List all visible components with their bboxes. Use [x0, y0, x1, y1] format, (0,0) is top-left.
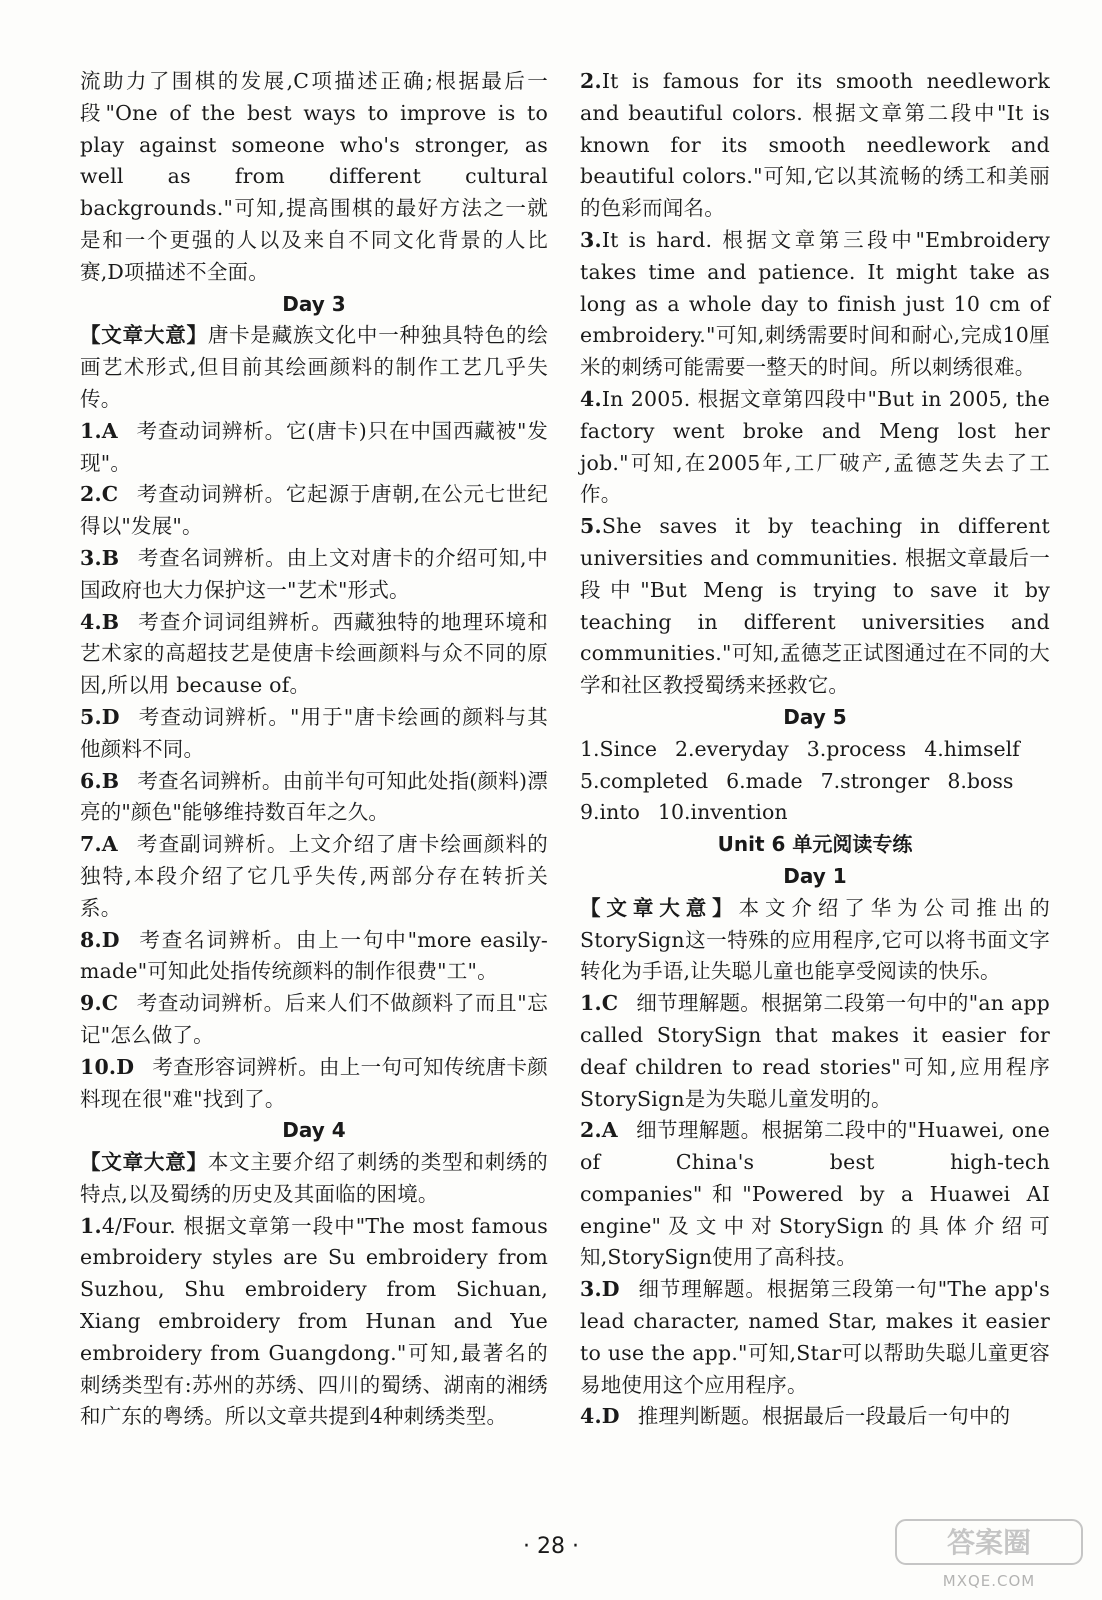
answer-explanation: 考查动词辨析。后来人们不做颜料了而且"忘记"怎么做了。: [80, 991, 548, 1047]
left-column: [80, 66, 548, 1433]
answer-explanation: 考查动词辨析。它(唐卡)只在中国西藏被"发现"。: [80, 418, 548, 475]
answer-explanation: 考查动词辨析。"用于"唐卡绘画的颜料与其他颜料不同。: [80, 704, 548, 761]
watermark-logo: [894, 1516, 1084, 1590]
answer-item: [80, 925, 548, 989]
answer-explanation: 细节理解题。根据第三段第一句"The app's lead character, named Star, makes it easier to use the app."可知,Star可以帮助失聪儿童更容易地使用这个应用程序。: [580, 1277, 1050, 1397]
answer-item: [80, 766, 548, 830]
word-answer: 3.process: [806, 736, 907, 761]
answer-item: [80, 702, 548, 766]
word-row: [580, 797, 1050, 829]
day3-summary: [80, 320, 548, 415]
answer-item: [580, 511, 1050, 702]
watermark-logo-text: 答案圈: [946, 1526, 1032, 1559]
summary-tag: 【文章大意】: [80, 1150, 208, 1175]
answer-item: [80, 607, 548, 702]
word-answer: 8.boss: [947, 768, 1014, 793]
summary-tag: 【文章大意】: [80, 323, 208, 348]
day1-answer-list: [580, 988, 1050, 1433]
watermark-logo-icon: [894, 1516, 1084, 1568]
answer-number: 9.C: [80, 991, 119, 1016]
day3-heading: Day 3: [282, 291, 346, 316]
answer-number: 10.D: [80, 1054, 135, 1079]
answer-item: [80, 416, 548, 480]
answer-explanation: 考查动词辨析。它起源于唐朝,在公元七世纪得以"发展"。: [80, 482, 548, 539]
summary-text: 唐卡是藏族文化中一种独具特色的绘画艺术形式,但目前其绘画颜料的制作工艺几乎失传。: [80, 323, 549, 411]
answer-item: [580, 1401, 1050, 1433]
answer-explanation: She saves it by teaching in different universities and communities. 根据文章最后一段中"But Meng is trying to save it by teaching in different universities and communities."可知,孟德芝正试图通过在不同的大学和社区教授蜀绣来拯救它。: [580, 514, 1050, 698]
answer-number: 3.B: [80, 545, 120, 570]
word-answer: 10.invention: [657, 800, 788, 825]
answer-explanation: 细节理解题。根据第二段中的"Huawei, one of China's best high-tech companies"和"Powered by a Huawei AI engine"及文中对StorySign的具体介绍可知,StorySign使用了高科技。: [580, 1118, 1050, 1270]
answer-explanation: 考查副词辨析。上文介绍了唐卡绘画颜料的独特,本段介绍了它几乎失传,两部分存在转折关系。: [80, 832, 548, 920]
word-answer: 5.completed: [580, 768, 709, 793]
answer-number: 1.C: [580, 991, 619, 1016]
answer-explanation: 4/Four. 根据文章第一段中"The most famous embroidery styles are Su embroidery from Suzhou, Shu embroidery from Sichuan, Xiang embroidery from Hunan and Yue embroidery from Guangdong."可知,最著名的刺绣类型有:苏州的苏绣、四川的蜀绣、湖南的湘绣和广东的粤绣。所以文章共提到4种刺绣类型。: [80, 1213, 548, 1429]
answer-item: [80, 988, 548, 1052]
page-number: · 28 ·: [523, 1534, 579, 1559]
word-row: [580, 766, 1050, 798]
answer-number: 2.C: [80, 482, 119, 507]
answer-explanation: It is famous for its smooth needlework and beautiful colors. 根据文章第二段中"It is known for its smooth needlework and beautiful colors."可知,它以其流畅的绣工和美丽的色彩而闻名。: [580, 69, 1050, 221]
watermark-url: MXQE.COM: [942, 1572, 1036, 1590]
answer-number: 4.B: [80, 609, 120, 634]
answer-item: [80, 479, 548, 543]
day1-summary: [580, 893, 1050, 988]
word-answer: 4.himself: [924, 736, 1020, 761]
word-answer: 7.stronger: [820, 768, 930, 793]
continued-answer-text: 流助力了围棋的发展,C项描述正确;根据最后一段"One of the best ways to improve is to play against someone who's stronger, as well as from different cultural backgrounds."可知,提高围棋的最好方法之一就是和一个更强的人以及来自不同文化背景的人比赛,D项描述不全面。: [80, 69, 548, 284]
answer-number: 5.: [580, 514, 602, 539]
answer-item: [80, 543, 548, 607]
answer-explanation: 推理判断题。根据最后一段最后一句中的: [637, 1404, 1011, 1429]
answer-item: [580, 988, 1050, 1115]
answer-item: [580, 1115, 1050, 1274]
answer-number: 3.: [580, 227, 602, 252]
answer-explanation: 考查形容词辨析。由上一句可知传统唐卡颜料现在很"难"找到了。: [80, 1054, 548, 1111]
summary-text: 本文主要介绍了刺绣的类型和刺绣的特点,以及蜀绣的历史及其面临的困境。: [80, 1150, 549, 1206]
word-answer: 1.Since: [580, 736, 657, 761]
answer-explanation: 细节理解题。根据第二段第一句中的"an app called StorySign that makes it easier for deaf children to read stories"可知,应用程序StorySign是为失聪儿童发明的。: [580, 991, 1050, 1111]
answer-explanation: 考查名词辨析。由上文对唐卡的介绍可知,中国政府也大力保护这一"艺术"形式。: [80, 545, 548, 602]
answer-item: [580, 384, 1050, 511]
day4-summary: [80, 1147, 548, 1211]
day4-heading: Day 4: [282, 1118, 346, 1143]
day1-heading: Day 1: [783, 863, 847, 888]
answer-number: 5.D: [80, 704, 120, 729]
answer-explanation: 考查名词辨析。由前半句可知此处指(颜料)漂亮的"颜色"能够维持数百年之久。: [80, 768, 548, 825]
answer-item: [580, 1274, 1050, 1401]
right-column: [580, 66, 1050, 1433]
answer-number: 1.A: [80, 418, 118, 443]
day5-word-answers: [580, 734, 1050, 829]
summary-text: 本文介绍了华为公司推出的StorySign这一特殊的应用程序,它可以将书面文字转化为手语,让失聪儿童也能享受阅读的快乐。: [580, 895, 1050, 984]
word-row: [580, 734, 1050, 766]
summary-tag: 【文章大意】: [580, 895, 739, 920]
answer-number: 3.D: [580, 1277, 620, 1302]
answer-item: [80, 1052, 548, 1116]
day5-heading: Day 5: [783, 704, 847, 729]
answer-item: [580, 66, 1050, 225]
day3-answer-list: [80, 416, 548, 1116]
answer-number: 8.D: [80, 927, 120, 952]
answer-explanation: 考查介词词组辨析。西藏独特的地理环境和艺术家的高超技艺是使唐卡绘画颜料与众不同的原因,所以用 because of。: [80, 609, 548, 698]
day4-answer-list-continued: [580, 66, 1050, 702]
answer-number: 1.: [80, 1213, 102, 1238]
word-answer: 2.everyday: [674, 736, 789, 761]
answer-number: 2.A: [580, 1118, 618, 1143]
unit-heading: Unit 6 单元阅读专练: [717, 832, 913, 857]
answer-item: [80, 829, 548, 924]
answer-explanation: 考查名词辨析。由上一句中"more easily-made"可知此处指传统颜料的制作很费"工"。: [80, 927, 548, 984]
answer-number: 4.D: [580, 1404, 620, 1429]
answer-item: [80, 1211, 548, 1434]
answer-explanation: In 2005. 根据文章第四段中"But in 2005, the factory went broke and Meng lost her job."可知,在2005年,工厂破产,孟德芝失去了工作。: [580, 386, 1050, 507]
answer-number: 2.: [580, 69, 602, 93]
answer-item: [580, 225, 1050, 384]
answer-explanation: It is hard. 根据文章第三段中"Embroidery takes time and patience. It might take as long as a whole day to finish just 10 cm of embroidery."可知,刺绣需要时间和耐心,完成10厘米的刺绣可能需要一整天的时间。所以刺绣很难。: [580, 227, 1050, 380]
word-answer: 9.into: [580, 800, 640, 825]
answer-number: 6.B: [80, 768, 120, 793]
answer-number: 4.: [580, 386, 602, 411]
answer-number: 7.A: [80, 832, 118, 857]
word-answer: 6.made: [726, 768, 803, 793]
